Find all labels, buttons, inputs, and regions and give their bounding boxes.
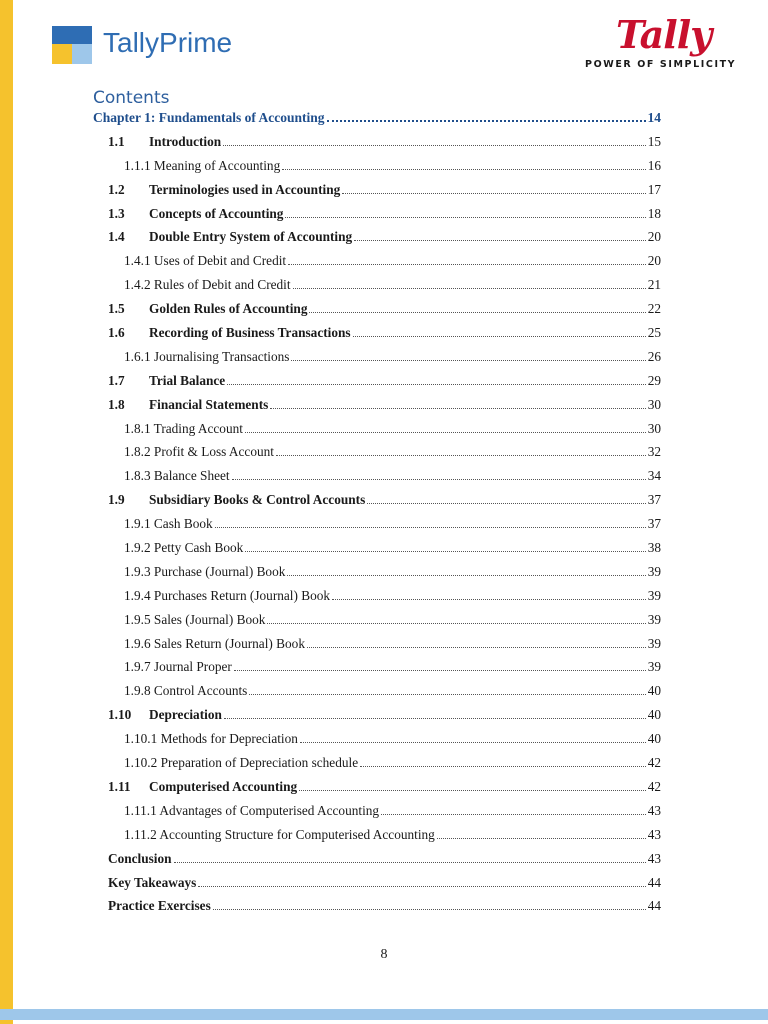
toc-leader-dots [198, 886, 645, 887]
toc-entry-title: 1.9.4 Purchases Return (Journal) Book [124, 587, 331, 603]
toc-entry[interactable] [93, 277, 661, 301]
toc-entry[interactable] [93, 516, 661, 540]
toc-entry-number: 1.6 [108, 325, 125, 341]
toc-entry[interactable] [93, 325, 661, 349]
toc-entry-title: 1.9.2 Petty Cash Book [124, 540, 244, 556]
toc-entry-title: 1.8.3 Balance Sheet [124, 468, 230, 484]
toc-entry-page: 20 [647, 229, 661, 245]
toc-leader-dots [332, 599, 646, 600]
toc-entry-page: 25 [647, 325, 661, 341]
toc-leader-dots [300, 742, 646, 743]
toc-entry-page: 14 [647, 110, 661, 125]
toc-entry-title: 1.8.1 Trading Account [124, 420, 243, 436]
toc-entry-title: Double Entry System of Accounting [149, 229, 353, 245]
toc-entry-title: 1.6.1 Journalising Transactions [124, 348, 290, 364]
toc-entry[interactable] [93, 229, 661, 253]
toc-leader-dots [327, 120, 646, 122]
toc-entry-title: Concepts of Accounting [149, 205, 284, 221]
toc-entry[interactable] [93, 421, 661, 445]
toc-entry-title: 1.10.1 Methods for Depreciation [124, 731, 298, 747]
toc-entry-title: Practice Exercises [108, 898, 211, 914]
toc-entry-page: 40 [647, 707, 661, 723]
toc-entry[interactable] [93, 182, 661, 206]
toc-entry-title: Financial Statements [149, 396, 269, 412]
toc-entry-page: 30 [647, 420, 661, 436]
toc-entry[interactable] [93, 564, 661, 588]
toc-entry-title: Computerised Accounting [149, 778, 298, 794]
toc-entry-page: 39 [647, 659, 661, 675]
toc-entry-title: Depreciation [149, 707, 222, 723]
toc-leader-dots [299, 790, 646, 791]
toc-entry-page: 43 [647, 826, 661, 842]
toc-entry-page: 22 [647, 301, 661, 317]
toc-leader-dots [174, 862, 646, 863]
toc-entry-title: 1.9.8 Control Accounts [124, 683, 248, 699]
toc-entry[interactable] [93, 468, 661, 492]
toc-entry[interactable] [93, 492, 661, 516]
toc-leader-dots [360, 766, 646, 767]
toc-entry-title: 1.11.1 Advantages of Computerised Accounting [124, 802, 380, 818]
toc-entry-number: 1.11 [108, 778, 131, 794]
toc-leader-dots [307, 647, 646, 648]
toc-entry-title: Trial Balance [149, 372, 226, 388]
toc-leader-dots [276, 455, 646, 456]
toc-entry-title: 1.9.1 Cash Book [124, 516, 213, 532]
toc-entry-title: Chapter 1: Fundamentals of Accounting [93, 110, 325, 125]
toc-leader-dots [291, 360, 645, 361]
toc-entry-title: 1.4.1 Uses of Debit and Credit [124, 253, 287, 269]
tally-logo [610, 14, 711, 56]
toc-leader-dots [232, 479, 646, 480]
toc-leader-dots [245, 432, 646, 433]
toc-entry[interactable] [93, 612, 661, 636]
toc-leader-dots [234, 670, 646, 671]
toc-entry-title: 1.10.2 Preparation of Depreciation schedule [124, 755, 359, 771]
toc-entry-page: 20 [647, 253, 661, 269]
toc-entry-page: 15 [647, 133, 661, 149]
toc-leader-dots [354, 240, 646, 241]
toc-entry[interactable] [93, 659, 661, 683]
toc-leader-dots [285, 217, 645, 218]
toc-leader-dots [353, 336, 646, 337]
toc-entry[interactable] [93, 875, 661, 899]
toc-entry[interactable] [93, 158, 661, 182]
toc-entry-page: 39 [647, 635, 661, 651]
toc-entry[interactable] [93, 206, 661, 230]
toc-entry-page: 21 [647, 277, 661, 293]
page-number: 8 [380, 947, 388, 962]
table-of-contents [93, 110, 661, 922]
toc-entry[interactable] [93, 731, 661, 755]
toc-entry[interactable] [93, 444, 661, 468]
toc-entry-page: 39 [647, 563, 661, 579]
toc-entry[interactable] [93, 779, 661, 803]
toc-entry-number: 1.2 [108, 181, 125, 197]
toc-entry[interactable] [93, 898, 661, 922]
toc-entry-page: 39 [647, 611, 661, 627]
toc-entry[interactable] [93, 349, 661, 373]
toc-entry-page: 38 [647, 540, 661, 556]
tally-logo-text: Tally [616, 12, 712, 57]
toc-entry-page: 17 [647, 181, 661, 197]
toc-entry[interactable] [93, 588, 661, 612]
brand-name: TallyPrime [103, 27, 233, 58]
toc-leader-dots [224, 718, 646, 719]
toc-entry-title: Terminologies used in Accounting [149, 181, 341, 197]
toc-leader-dots [215, 527, 646, 528]
toc-entry-page: 26 [647, 348, 661, 364]
toc-entry-title: 1.9.6 Sales Return (Journal) Book [124, 635, 305, 651]
toc-entry-title: 1.1.1 Meaning of Accounting [124, 157, 281, 173]
toc-entry-page: 29 [647, 372, 661, 388]
toc-leader-dots [293, 288, 646, 289]
toc-entry-page: 43 [647, 850, 661, 866]
tagline: POWER OF SIMPLICITY [585, 59, 737, 70]
toc-entry[interactable] [93, 755, 661, 779]
toc-entry-page: 16 [647, 157, 661, 173]
toc-entry-page: 37 [647, 516, 661, 532]
toc-entry-title: 1.9.5 Sales (Journal) Book [124, 611, 266, 627]
toc-entry-page: 39 [647, 587, 661, 603]
toc-leader-dots [437, 838, 646, 839]
toc-leader-dots [287, 575, 645, 576]
toc-leader-dots [249, 694, 645, 695]
toc-entry[interactable] [93, 707, 661, 731]
toc-leader-dots [213, 909, 646, 910]
toc-leader-dots [381, 814, 646, 815]
toc-entry-number: 1.7 [108, 372, 125, 388]
toc-entry[interactable] [93, 253, 661, 277]
toc-entry-title: 1.11.2 Accounting Structure for Computerised Accounting [124, 826, 435, 842]
toc-entry-title: 1.4.2 Rules of Debit and Credit [124, 277, 291, 293]
toc-entry[interactable] [93, 851, 661, 875]
toc-entry-title: 1.9.3 Purchase (Journal) Book [124, 563, 286, 579]
toc-entry[interactable] [93, 540, 661, 564]
toc-entry-title: Golden Rules of Accounting [149, 301, 308, 317]
toc-entry[interactable] [93, 110, 661, 134]
toc-entry[interactable] [93, 636, 661, 660]
toc-entry[interactable] [93, 683, 661, 707]
toc-entry[interactable] [93, 397, 661, 421]
toc-leader-dots [227, 384, 645, 385]
toc-entry-page: 42 [647, 778, 661, 794]
left-accent-bar [0, 0, 13, 1024]
toc-entry-page: 42 [647, 755, 661, 771]
toc-entry-number: 1.4 [108, 229, 125, 245]
tallyprime-logo-icon [52, 26, 92, 64]
bottom-accent-bar [0, 1009, 768, 1020]
toc-entry-page: 18 [647, 205, 661, 221]
toc-leader-dots [342, 193, 645, 194]
toc-entry[interactable] [93, 134, 661, 158]
toc-entry-number: 1.8 [108, 396, 125, 412]
toc-leader-dots [223, 145, 646, 146]
toc-entry-number: 1.10 [108, 707, 132, 723]
toc-entry-number: 1.3 [108, 205, 125, 221]
toc-entry-page: 44 [647, 874, 661, 890]
toc-entry-page: 30 [647, 396, 661, 412]
toc-entry-title: Subsidiary Books & Control Accounts [149, 492, 366, 508]
toc-entry-page: 40 [647, 683, 661, 699]
toc-entry-number: 1.9 [108, 492, 125, 508]
toc-entry[interactable] [93, 301, 661, 325]
toc-entry-number: 1.1 [108, 133, 125, 149]
toc-entry-number: 1.5 [108, 301, 125, 317]
toc-leader-dots [367, 503, 645, 504]
toc-entry[interactable] [93, 373, 661, 397]
toc-leader-dots [270, 408, 645, 409]
toc-entry-page: 32 [647, 444, 661, 460]
toc-entry-title: 1.9.7 Journal Proper [124, 659, 232, 675]
contents-heading: Contents [93, 88, 170, 108]
toc-leader-dots [267, 623, 645, 624]
toc-leader-dots [282, 169, 645, 170]
toc-entry[interactable] [93, 827, 661, 851]
toc-entry-title: Conclusion [108, 850, 172, 866]
toc-entry-page: 40 [647, 731, 661, 747]
toc-entry-title: Introduction [149, 133, 222, 149]
toc-entry-page: 44 [647, 898, 661, 914]
toc-entry-title: Recording of Business Transactions [149, 325, 351, 341]
toc-leader-dots [288, 264, 646, 265]
toc-entry-page: 34 [647, 468, 661, 484]
toc-entry-page: 43 [647, 802, 661, 818]
toc-leader-dots [309, 312, 645, 313]
toc-entry-title: Key Takeaways [108, 874, 197, 890]
toc-leader-dots [245, 551, 645, 552]
toc-entry-page: 37 [647, 492, 661, 508]
toc-entry-title: 1.8.2 Profit & Loss Account [124, 444, 274, 460]
toc-entry[interactable] [93, 803, 661, 827]
